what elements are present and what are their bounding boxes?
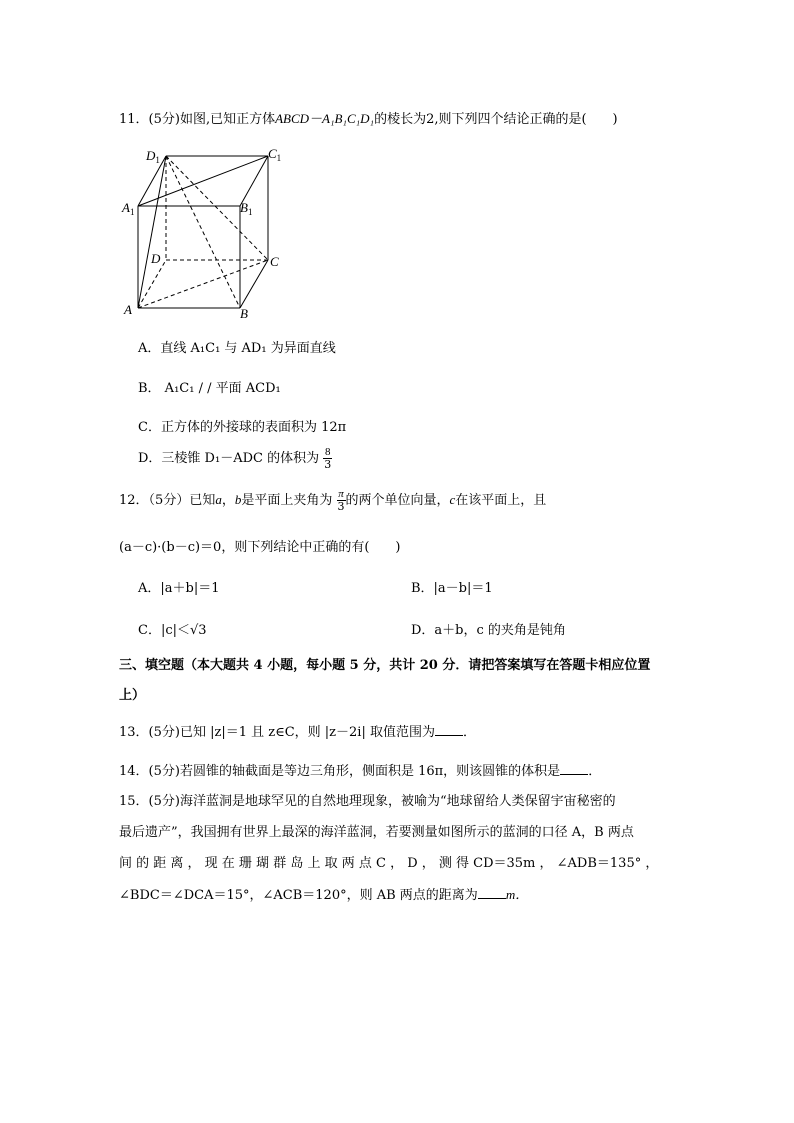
q13-suffix: ．: [462, 725, 476, 740]
q12-option-a[interactable]: A．|a＋b|＝1: [138, 581, 220, 596]
diag-ac: [138, 260, 268, 308]
q11-option-a[interactable]: A．直线 A₁C₁ 与 AD₁ 为异面直线: [138, 341, 336, 356]
diag-d1a-solid: [138, 156, 166, 308]
q15-line3: 间 的 距 离 ， 现 在 珊 瑚 群 岛 上 取 两 点 C ， D ， 测 得 CD＝35m ， ∠ADB＝135° ，: [119, 856, 659, 871]
diag-d1c: [166, 156, 268, 260]
label-b: B: [240, 306, 248, 321]
q13-text: 13．(5分)已知 |z|＝1 且 z∈C，则 |z－2i| 取值范围为: [119, 725, 435, 740]
q14-text: 14．(5分)若圆锥的轴截面是等边三角形，侧面积是 16π，则该圆锥的体积是: [119, 764, 561, 779]
q12-suffix: 的两个单位向量，: [345, 493, 450, 508]
q12-line2: (a－c)·(b－c)＝0，则下列结论中正确的有( ): [119, 540, 401, 555]
q12-angle-fraction: $\frac{\pi}{3}$: [337, 488, 345, 513]
q11-option-d-fraction: $\frac{8}{3}$: [324, 446, 332, 471]
q15-text: ∠BDC＝∠DCA＝15°，∠ACB＝120°，则 AB 两点的距离为: [119, 888, 478, 903]
q15-answer-blank[interactable]: [478, 886, 506, 899]
label-b1: $B_1$: [240, 200, 253, 217]
label-c1: $C_1$: [268, 146, 282, 163]
q12-line1: [119, 488, 546, 513]
q11-stem: [119, 108, 618, 127]
q11-option-c[interactable]: C．正方体的外接球的表面积为 12π: [138, 420, 347, 435]
q15-line4: [119, 884, 528, 903]
section3-heading-line1: 三、填空题（本大题共 4 小题，每小题 5 分，共计 20 分．请把答案填写在答题卡相应位置: [119, 658, 651, 673]
q15-line2: 最后遗产”，我国拥有世界上最深的海洋蓝洞，若要测量如图所示的蓝洞的口径 A，B 两点: [119, 825, 634, 840]
q12-option-d[interactable]: D．a＋b，c 的夹角是钝角: [411, 623, 566, 638]
label-c: C: [270, 254, 279, 269]
q15-line1: 15．(5分)海洋蓝洞是地球罕见的自然地理现象，被喻为“地球留给人类保留宇宙秘密的: [119, 794, 616, 809]
q12-option-b[interactable]: B．|a－b|＝1: [411, 581, 493, 596]
q11-stem-suffix: 的棱长为2,则下列四个结论正确的是( ): [374, 112, 618, 127]
q12-mid: 是平面上夹角为: [241, 493, 333, 508]
q14-answer-blank[interactable]: [560, 762, 588, 775]
q14-suffix: ．: [588, 764, 602, 779]
vector-c: c: [449, 492, 456, 507]
label-d: D: [151, 251, 161, 266]
cube-figure: [120, 142, 290, 322]
q12-end: 在该平面上，且: [455, 493, 547, 508]
vector-a: a: [215, 492, 222, 507]
label-d1: $D_1$: [146, 148, 160, 165]
q11-cube-name: ABCD－A₁B₁C₁D₁: [275, 111, 375, 126]
q15-suffix: m．: [505, 887, 529, 902]
q13: [119, 721, 476, 740]
label-a1: $A_1$: [122, 200, 135, 217]
q12-prefix: 12．（5分）已知: [119, 493, 216, 508]
diag-d1b: [166, 156, 240, 308]
edge-b1c1: [240, 156, 268, 206]
q11-option-b[interactable]: B． A₁C₁ / / 平面 ACD₁: [138, 381, 281, 396]
q14: [119, 760, 601, 779]
q12-comma: ，: [221, 493, 235, 508]
q12-option-c[interactable]: C．|c|＜√3: [138, 623, 207, 638]
label-a: A: [124, 302, 132, 317]
q13-answer-blank[interactable]: [435, 723, 463, 736]
q11-stem-prefix: 11．(5分)如图,已知正方体: [119, 112, 276, 127]
q11-option-d-text: D．三棱锥 D₁－ADC 的体积为: [138, 451, 320, 466]
q11-option-d[interactable]: [138, 446, 332, 471]
section3-heading-line2: 上）: [119, 688, 146, 703]
edge-bc: [240, 260, 268, 308]
vector-b: b: [234, 492, 242, 507]
